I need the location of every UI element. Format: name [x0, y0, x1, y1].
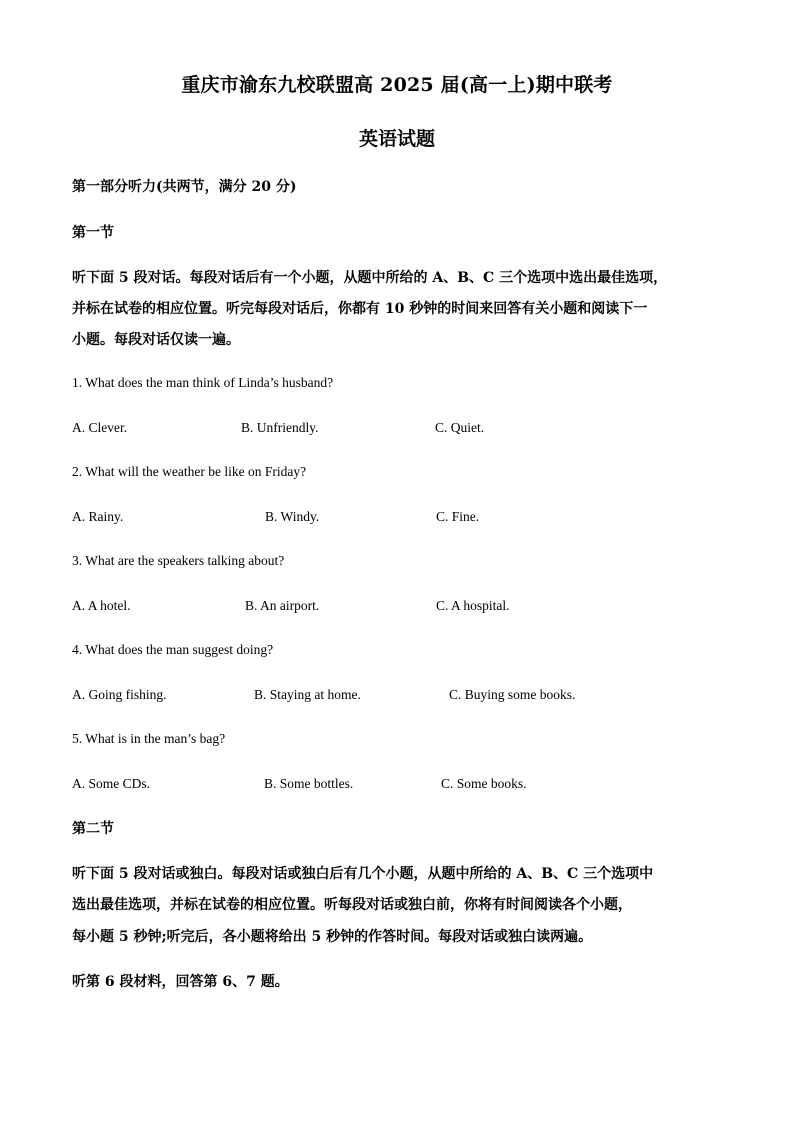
question-4-option-c: C. Buying some books.: [449, 687, 576, 702]
question-2-option-c: C. Fine.: [436, 509, 480, 524]
section2-heading: 第二节: [72, 821, 114, 837]
section1-instructions-line-2: 并标在试卷的相应位置。听完每段对话后，你都有 10 秒钟的时间来回答有关小题和阅读下一: [72, 301, 648, 317]
material-6-prompt: 听第 6 段材料，回答第 6、7 题。: [72, 974, 289, 990]
section2-instructions-line-2: 选出最佳选项，并标在试卷的相应位置。听每段对话或独白前，你将有时间阅读各个小题，: [72, 897, 632, 913]
question-3-option-b: B. An airport.: [245, 598, 320, 613]
question-5-stem: 5. What is in the man’s bag?: [72, 731, 226, 746]
question-4-option-a: A. Going fishing.: [72, 687, 167, 702]
section2-instructions-line-3: 每小题 5 秒钟;听完后，各小题将给出 5 秒钟的作答时间。每段对话或独白读两遍。: [72, 929, 593, 945]
question-5-option-a: A. Some CDs.: [72, 776, 151, 791]
section1-instructions-line-3: 小题。每段对话仅读一遍。: [72, 332, 240, 348]
question-5-option-c: C. Some books.: [441, 776, 527, 791]
question-3-option-c: C. A hospital.: [436, 598, 510, 613]
question-4-stem: 4. What does the man suggest doing?: [72, 642, 274, 657]
section1-heading: 第一节: [72, 225, 114, 241]
question-4-option-b: B. Staying at home.: [254, 687, 361, 702]
question-3-option-a: A. A hotel.: [72, 598, 131, 613]
question-5-option-b: B. Some bottles.: [264, 776, 354, 791]
question-1-option-b: B. Unfriendly.: [241, 420, 319, 435]
question-2-option-b: B. Windy.: [265, 509, 320, 524]
question-2-option-a: A. Rainy.: [72, 509, 124, 524]
question-1-option-a: A. Clever.: [72, 420, 128, 435]
question-1-option-c: C. Quiet.: [435, 420, 485, 435]
section1-instructions-line-1: 听下面 5 段对话。每段对话后有一个小题，从题中所给的 A、B、C 三个选项中选出最佳选项，: [72, 270, 668, 286]
exam-subtitle: 英语试题: [358, 128, 435, 150]
question-3-stem: 3. What are the speakers talking about?: [72, 553, 285, 568]
exam-title: 重庆市渝东九校联盟高 2025 届(高一上)期中联考: [181, 74, 613, 96]
part1-heading: 第一部分听力(共两节，满分 20 分): [72, 179, 297, 195]
question-2-stem: 2. What will the weather be like on Friday?: [72, 464, 307, 479]
section2-instructions-line-1: 听下面 5 段对话或独白。每段对话或独白后有几个小题，从题中所给的 A、B、C 三个选项中: [72, 866, 654, 882]
question-1-stem: 1. What does the man think of Linda’s husband?: [72, 375, 334, 390]
